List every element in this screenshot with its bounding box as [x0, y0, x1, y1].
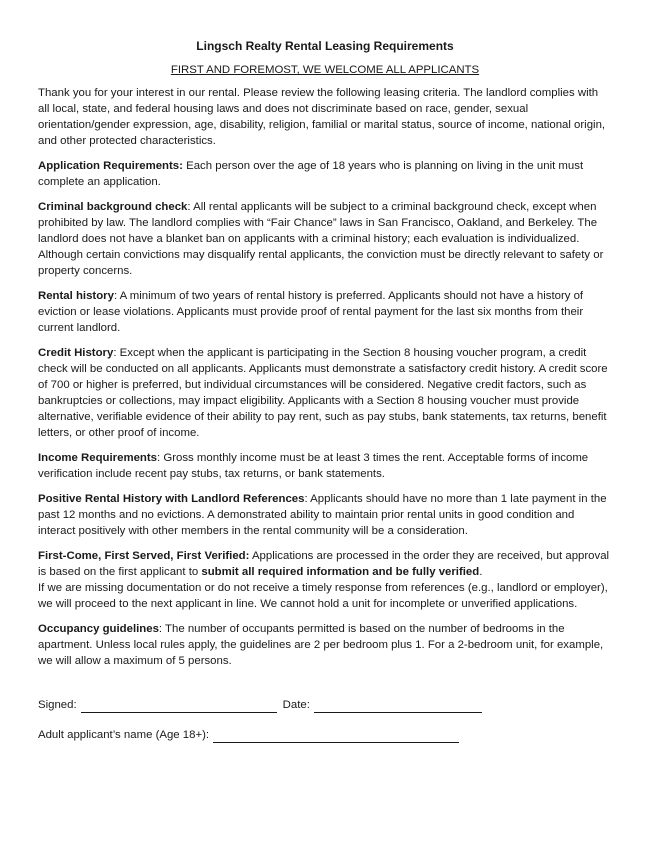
- section-rental-history: [38, 288, 612, 336]
- section-heading-rental-history: Rental history: [38, 290, 114, 302]
- section-first-come: [38, 548, 612, 612]
- section-text-criminal: : All rental applicants will be subject to a criminal background check, except when prohibited by law. The landlord complies with “Fair Chance” laws in San Francisco, Oakland, and Berkeley. The landlord does not have a blanket ban on applicants with a criminal history; each evaluation is individualized. Although certain convictions may disqualify rental applicants, the conviction must be directly relevant to safety or property concerns.: [38, 201, 604, 277]
- section-text-first-come-b: .: [479, 566, 483, 578]
- section-text-first-come-c: If we are missing documentation or do not receive a timely response from references (e.g., landlord or employer), we will proceed to the next applicant in line. We cannot hold a unit for incomplete or unverified applications.: [38, 582, 608, 610]
- section-heading-income: Income Requirements: [38, 452, 158, 464]
- intro-paragraph: Thank you for your interest in our rental. Please review the following leasing criteria. The landlord complies with all local, state, and federal housing laws and does not discriminate based on race, gender, sexual orientation/gender expression, age, disability, religion, familial or marital status, source of income, national origin, and other protected characteristics.: [38, 87, 606, 147]
- section-heading-credit: Credit History: [38, 347, 114, 359]
- section-text-credit: : Except when the applicant is participating in the Section 8 housing voucher program, a credit check will be conducted on all applicants. Applicants must demonstrate a satisfactory credit history. A credit score of 700 or higher is preferred, but individual circumstances will be considered. Negative credit factors, such as bankruptcies or collections, may impact eligibility. Applicants with a Section 8 housing voucher must provide alternative, verifiable evidence of their ability to pay rent, such as pay stubs, bank statements, tax returns, benefit letters, or other proof of income.: [38, 347, 608, 439]
- section-application: [38, 158, 612, 190]
- section-criminal: [38, 199, 612, 279]
- section-occupancy: [38, 621, 612, 669]
- section-heading-first-come: First-Come, First Served, First Verified:: [38, 550, 250, 562]
- signed-label: Signed:: [38, 699, 77, 711]
- name-row: [38, 727, 612, 743]
- document-title: Lingsch Realty Rental Leasing Requirements: [196, 39, 454, 53]
- section-text-occupancy: : The number of occupants permitted is based on the number of bedrooms in the apartment. Unless local rules apply, the guidelines are 2 per bedroom plus 1. For a 2-bedroom unit, for example, we will allow a maximum of 5 persons.: [38, 623, 604, 667]
- section-heading-references: Positive Rental History with Landlord References: [38, 493, 305, 505]
- section-text-income: : Gross monthly income must be at least 3 times the rent. Acceptable forms of income verification include recent pay stubs, tax returns, or bank statements.: [38, 452, 589, 480]
- date-field[interactable]: [314, 699, 482, 713]
- date-label: Date:: [282, 699, 310, 711]
- section-text-application: Each person over the age of 18 years who is planning on living in the unit must complete an application.: [38, 160, 584, 188]
- section-references: [38, 491, 612, 539]
- section-text-references: : Applicants should have no more than 1 late payment in the past 12 months and no evictions. A demonstrated ability to maintain prior rental units in good condition and interact positively with other members in the rental community will be a consideration.: [38, 493, 607, 537]
- section-heading-criminal: Criminal background check: [38, 201, 188, 213]
- signature-block: [38, 697, 612, 743]
- section-credit: [38, 345, 612, 441]
- section-heading-occupancy: Occupancy guidelines: [38, 623, 159, 635]
- section-text-first-come-a: Applications are processed in the order they are received, but approval is based on the first applicant to: [38, 550, 610, 578]
- document-subtitle: FIRST AND FOREMOST, WE WELCOME ALL APPLICANTS: [170, 64, 480, 76]
- section-text-rental-history: : A minimum of two years of rental history is preferred. Applicants should not have a history of eviction or lease violations. Applicants must provide proof of rental payment for the last six months from their current landlord.: [38, 290, 584, 334]
- section-heading-application: Application Requirements:: [38, 160, 183, 172]
- signature-row: [38, 697, 612, 713]
- applicant-name-label: Adult applicant’s name (Age 18+):: [38, 729, 210, 741]
- lease-requirements-document: [38, 38, 612, 757]
- applicant-name-field[interactable]: [213, 729, 459, 743]
- section-text-first-come-bold: submit all required information and be fully verified: [201, 566, 480, 578]
- section-income: [38, 450, 612, 482]
- signature-field[interactable]: [81, 699, 277, 713]
